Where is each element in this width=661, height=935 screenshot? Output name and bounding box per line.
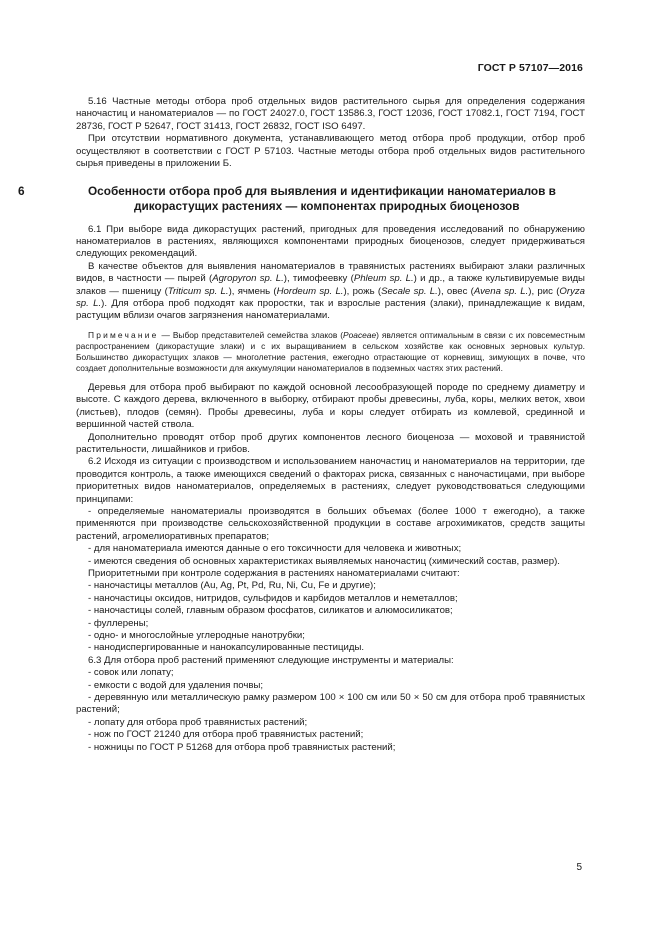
note: Примечание — Выбор представителей семейства злаков (Poaceae) является оптимальным в связи с их повсеместным распространением (дикорастущие злаки) и с их выращиванием в сельском хозяйстве как основных зерновых культур. Большинство дикорастущих злаков — многолетние растения, ежегодно отрастающие от корневищ, зимующих в почве, что создает дополнительные возможности для аккумуляции наноматериалов в подземных частях этих растений. [76,329,585,373]
list-item: - нож по ГОСТ 21240 для отбора проб травянистых растений; [88,729,364,741]
list-item: - нанодиспергированные и нанокапсулированные пестициды. [88,642,365,654]
list-item: - одно- и многослойные углеродные нанотрубки; [88,630,305,641]
list-item: - имеются сведения об основных характеристиках выявляемых наночастиц (химический состав, размер). [88,555,560,567]
paragraph-moss: Дополнительно проводят отбор проб других компонентов лесного биоценоза — моховой и травянистой растительности, лишайников и грибов. [76,431,585,455]
paragraph-5-16-continued: При отсутствии нормативного документа, устанавливающего метод отбора проб продукции, отбор проб осуществляют в соответствии с ГОСТ Р 57103. Частные методы отбора проб отдельных видов растительного сырья приведены в приложении Б. [76,133,585,170]
note-label: Примечание [88,329,159,340]
document-body [18,96,585,754]
list-item: - наночастицы металлов (Au, Ag, Pt, Pd, Ru, Ni, Cu, Fe и другие); [88,580,376,592]
paragraph-6-2: 6.2 Исходя из ситуации с производством и использованием наночастиц и наноматериалов на территории, где проводится контроль, а также имеющихся сведений о факторах риска, связанных с наночастицами, при выборе приоритетных видов наноматериалов, определяемых в растениях, следует руководствоваться следующими принципами: [76,456,585,505]
paragraph-grass-species: В качестве объектов для выявления наноматериалов в травянистых растениях выбирают злаки различных видов, в частности — пырей (Agropyron sp. L.), тимофеевку (Phleum sp. L.) и др., а также культивируемые виды злаков — пшеницу (Triticum sp. L.), ячмень (Hordeum sp. L.), рожь (Secale sp. L.), овес (Avena sp. L.), рис (Oryza sp. L.). Для отбора проб подходят как проростки, так и взрослые растения (злаки), принадлежащие к видам, растущим вблизи очагов загрязнения наноматериалами. [76,260,585,322]
list-item: - наночастицы солей, главным образом фосфатов, силикатов и алюмосиликатов; [88,605,453,617]
list-item: - совок или лопату; [88,667,174,679]
paragraph-6-3: 6.3 Для отбора проб растений применяют следующие инструменты и материалы: [88,654,454,666]
list-item: - емкости с водой для удаления почвы; [88,679,264,691]
section-6-heading: 6 Особенности отбора проб для выявления и идентификации наноматериалов в дикорастущих растениях — компонентах природных биоценозов [18,184,556,214]
list-item: - ножницы по ГОСТ Р 51268 для отбора проб травянистых растений; [88,741,396,753]
paragraph-6-1: 6.1 При выборе вида дикорастущих растений, пригодных для проведения исследований по обнаружению наноматериалов в растениях, являющихся компонентами природных биоценозов, следует придерживаться следующих рекомендаций. [76,223,585,260]
list-item: - наночастицы оксидов, нитридов, сульфидов и карбидов металлов и неметаллов; [88,592,458,604]
list-item: - деревянную или металлическую рамку размером 100 × 100 см или 50 × 50 см для отбора проб травянистых растений; [76,692,585,716]
paragraph-priority: Приоритетными при контроле содержания в растениях наноматериалами считают: [88,567,460,579]
standard-designation: ГОСТ Р 57107—2016 [477,62,583,74]
paragraph-5-16: 5.16 Частные методы отбора проб отдельных видов растительного сырья для определения содержания наночастиц и наноматериалов — по ГОСТ 24027.0, ГОСТ 13586.3, ГОСТ 12036, ГОСТ 17082.1, ГОСТ 7194, ГОСТ 28736, ГОСТ Р 52647, ГОСТ 31413, ГОСТ 26832, ГОСТ ISO 6497. [76,96,585,132]
section-title: Особенности отбора проб для выявления и идентификации наноматериалов в дикорастущих растениях — компонентах природных биоценозов [88,184,556,214]
list-item: - для наноматериала имеются данные о его токсичности для человека и животных; [88,543,462,555]
list-item: - лопату для отбора проб травянистых растений; [88,716,308,728]
list-item: - фуллерены; [88,617,149,629]
page-number: 5 [576,862,582,873]
paragraph-trees: Деревья для отбора проб выбирают по каждой основной лесообразующей породе по среднему диаметру и высоте. С каждого дерева, включенного в выборку, отбирают пробы древесины, луба, коры, мелких веток, хвои (листьев), плодов (семян). Пробы древесины, луба и коры следует отбирать из комлевой, срединной и вершинной частей ствола. [76,381,585,431]
list-item: - определяемые наноматериалы производятся в больших объемах (более 1000 т ежегодно), а также применяются при производстве сельскохозяйственной продукции в составе агрохимикатов, средств защиты растений, агромелиоративных препаратов; [76,505,585,542]
